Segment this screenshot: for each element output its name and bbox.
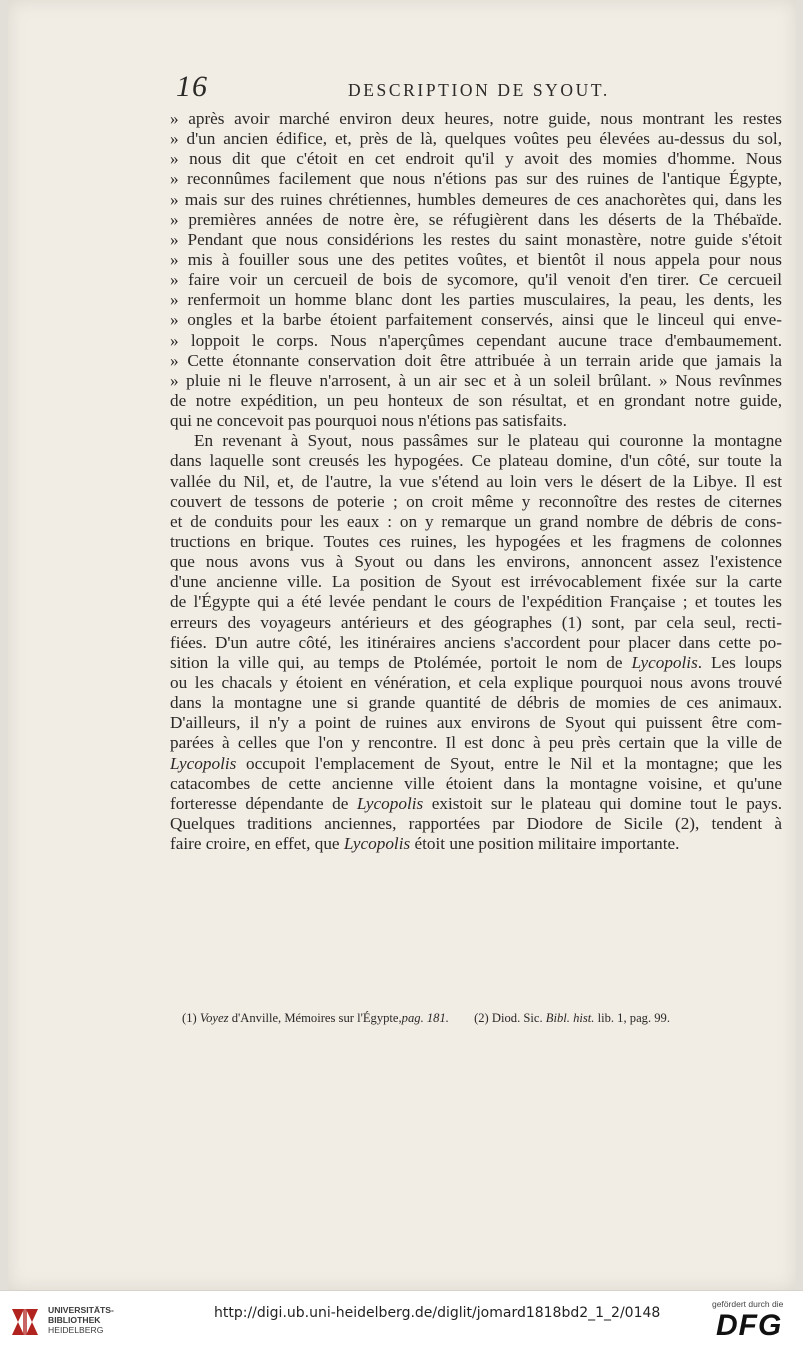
- text-line: D'ailleurs, il n'y a point de ruines aux environs de Syout qui puissent être com-: [170, 713, 782, 733]
- text-line: de l'Égypte qui a été levée pendant le cours de l'expédition Française ; et toutes les: [170, 592, 782, 612]
- library-name-line1: UNIVERSITÄTS-: [48, 1305, 114, 1315]
- text-segment: . Les loups: [697, 652, 782, 672]
- text-line: que nous avons vus à Syout ou dans les environs, annoncent assez l'existence: [170, 552, 782, 572]
- text-segment: sition la ville qui, au temps de Ptolémée, portoit le nom de: [170, 652, 623, 672]
- lycopolis-term: Lycopolis: [356, 793, 424, 813]
- text-segment: occupoit l'emplacement de Syout, entre le Nil et la montagne; que les: [246, 753, 782, 773]
- text-line: » Cette étonnante conservation doit être attribuée à un terrain aride que jamais la: [170, 350, 782, 370]
- text-line: ou les chacals y étoient en vénération, et cela explique pourquoi nous avons trouvé: [170, 672, 782, 692]
- viewer-footer: [0, 1290, 803, 1348]
- text-line: vallée du Nil, et, de l'autre, la vue s'étend au loin vers le désert de la Libye. Il est: [170, 471, 782, 491]
- text-segment: existoit sur le plateau qui domine tout le pays.: [431, 793, 782, 813]
- library-name-line2: BIBLIOTHEK: [48, 1315, 101, 1325]
- text-line: catacombes de cette ancienne ville étoient dans la montagne voisine, et qu'une: [170, 773, 782, 793]
- text-line: » loppoit le corps. Nous n'aperçûmes cependant aucune trace d'embaumement.: [170, 330, 782, 350]
- text-line: » renfermoit un homme blanc dont les parties musculaires, la peau, les dents, les: [170, 290, 782, 310]
- text-segment: étoit une position militaire importante.: [414, 834, 680, 854]
- running-head: [168, 72, 628, 102]
- text-line: » mais sur des ruines chrétiennes, humbles demeures de ces anachorètes qui, dans les: [170, 189, 782, 209]
- text-line: d'une ancienne ville. La position de Syout est irrévocablement fixée sur la carte: [170, 572, 782, 592]
- text-line: [170, 794, 782, 814]
- text-line: erreurs des voyageurs antérieurs et des géographes (1) sont, par cela seul, recti-: [170, 612, 782, 632]
- text-line: » après avoir marché environ deux heures, notre guide, nous montrant les restes: [170, 109, 782, 128]
- text-line: » ongles et la barbe étoient parfaitement conservés, ainsi que le linceul qui enve-: [170, 310, 782, 330]
- text-line: » premières années de notre ère, se réfugièrent dans les déserts de la Thébaïde.: [170, 209, 782, 229]
- text-line: dans laquelle sont creusés les hypogées. Ce plateau domine, d'un côté, sur toute la: [170, 451, 782, 471]
- text-segment: forteresse dépendante de: [170, 793, 349, 813]
- footnote-voyez: Voyez: [199, 1011, 229, 1025]
- footnote-page: pag. 181.: [401, 1011, 449, 1025]
- lycopolis-term: Lycopolis: [343, 834, 411, 854]
- text-line: » faire voir un cercueil de bois de sycomore, qu'il venoit d'en tirer. Ce cercueil: [170, 270, 782, 290]
- text-line: » pluie ni le fleuve n'arrosent, à un air sec et à un soleil brûlant. » Nous revînmes: [170, 370, 782, 390]
- footnotes: [182, 1011, 742, 1026]
- footnote-text: Diod. Sic.: [491, 1011, 543, 1025]
- footnote-work: Bibl. hist.: [545, 1011, 595, 1025]
- text-line: [170, 653, 782, 673]
- text-line: qui ne concevoit pas pourquoi nous n'étions pas satisfaits.: [170, 411, 567, 431]
- text-line: [170, 834, 782, 854]
- permalink-url[interactable]: http://digi.ub.uni-heidelberg.de/diglit/jomard1818bd2_1_2/0148: [214, 1305, 661, 1321]
- text-line: de notre expédition, un peu honteux de son résultat, et en grondant notre guide,: [170, 390, 782, 410]
- dfg-logo[interactable]: DFG: [716, 1309, 783, 1342]
- text-line: » mis à fouiller sous une des petites voûtes, et bientôt il nous appela pour nous: [170, 249, 782, 269]
- body-text: [170, 109, 782, 854]
- footnote-mark: (1): [182, 1011, 197, 1025]
- page-number: 16: [176, 70, 208, 103]
- text-line: tructions en brique. Toutes ces ruines, les hypogées et les fragmens de colonnes: [170, 531, 782, 551]
- text-line: [170, 754, 782, 774]
- funding-credit: gefördert durch die: [712, 1299, 784, 1309]
- text-line: En revenant à Syout, nous passâmes sur le plateau qui couronne la montagne: [194, 431, 782, 451]
- footnote-2: [474, 1011, 670, 1026]
- text-line: fiées. D'un autre côté, les itinéraires anciens s'accordent pour placer dans cette po-: [170, 632, 782, 652]
- text-line: parées à celles que l'on y rencontre. Il est donc à peu près certain que la ville de: [170, 733, 782, 753]
- scanned-page: [8, 0, 796, 1290]
- text-line: et de conduits pour les eaux : on y remarque un grand nombre de débris de cons-: [170, 511, 782, 531]
- text-line: » nous dit que c'étoit en cet endroit qu'il y avoit des momies d'homme. Nous: [170, 149, 782, 169]
- text-line: Quelques traditions anciennes, rapportées par Diodore de Sicile (2), tendent à: [170, 813, 782, 833]
- footnote-ref: lib. 1, pag. 99.: [597, 1011, 671, 1025]
- lycopolis-term: Lycopolis: [631, 652, 698, 672]
- library-name[interactable]: [48, 1305, 114, 1335]
- text-line: » d'un ancien édifice, et, près de là, quelques voûtes peu élevées au-dessus du sol,: [170, 129, 782, 149]
- text-line: couvert de tessons de poterie ; on croit même y reconnoître des restes de citernes: [170, 491, 782, 511]
- text-line: dans la montagne une si grande quantité de débris de momies de ces animaux.: [170, 693, 782, 713]
- text-segment: faire croire, en effet, que: [170, 834, 340, 854]
- text-line: » reconnûmes facilement que nous n'étions pas sur des ruines de l'antique Égypte,: [170, 169, 782, 189]
- footnote-mark: (2): [474, 1011, 489, 1025]
- lycopolis-term: Lycopolis: [170, 753, 237, 773]
- footnote-1: [182, 1011, 449, 1026]
- university-library-logo-icon[interactable]: [8, 1305, 42, 1339]
- footnote-text: d'Anville, Mémoires sur l'Égypte,: [231, 1011, 402, 1025]
- text-line: » Pendant que nous considérions les restes du saint monastère, notre guide s'étoit: [170, 229, 782, 249]
- running-title: DESCRIPTION DE SYOUT.: [348, 80, 610, 100]
- library-name-line3: HEIDELBERG: [48, 1325, 104, 1335]
